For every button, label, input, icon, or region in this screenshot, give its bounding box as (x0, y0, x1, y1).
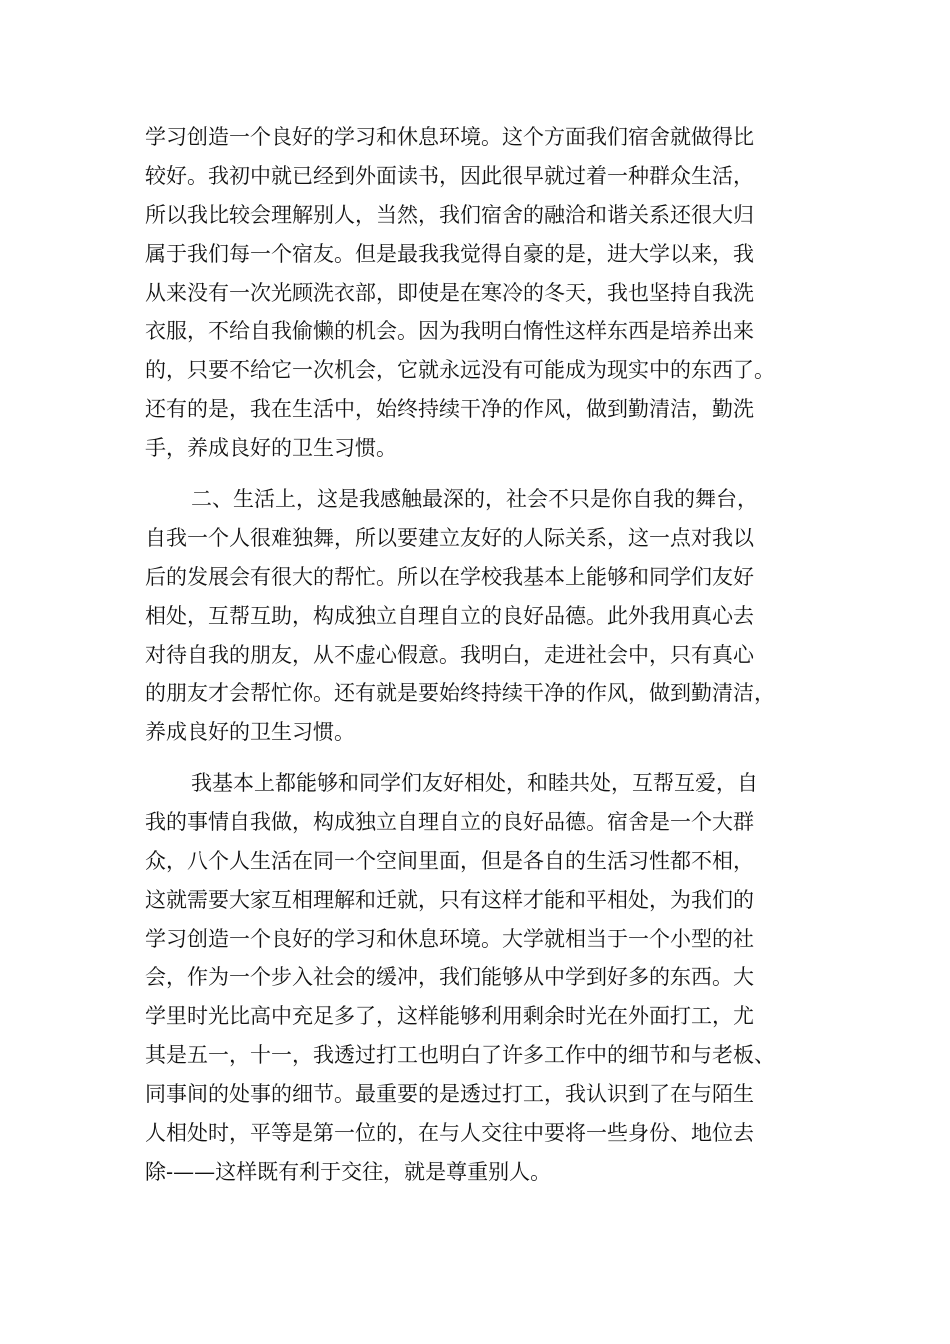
paragraph-line: 会，作为一个步入社会的缓冲，我们能够从中学到好多的东西。大 (145, 965, 754, 990)
paragraph-line: 的朋友才会帮忙你。还有就是要始终持续干净的作风，做到勤清洁， (145, 681, 775, 706)
paragraph-line: 其是五一，十一，我透过打工也明白了许多工作中的细节和与老板、 (145, 1043, 775, 1068)
paragraph-line: 我的事情自我做，构成独立自理自立的良好品德。宿舍是一个大群 (145, 809, 754, 834)
paragraph-line: 还有的是，我在生活中，始终持续干净的作风，做到勤清洁，勤洗 (145, 397, 754, 422)
paragraph-first-line: 二、生活上，这是我感触最深的，社会不只是你自我的舞台， (191, 487, 758, 511)
paragraph-line: 从来没有一次光顾洗衣部，即使是在寒冷的冬天，我也坚持自我洗 (145, 280, 754, 305)
paragraph-line: 自我一个人很难独舞，所以要建立友好的人际关系，这一点对我以 (145, 525, 754, 550)
paragraph-line: 对待自我的朋友，从不虚心假意。我明白，走进社会中，只有真心 (145, 642, 754, 667)
paragraph-line: 人相处时，平等是第一位的，在与人交往中要将一些身份、地位去 (145, 1121, 754, 1146)
paragraph-1 (145, 118, 810, 468)
paragraph-line: 所以我比较会理解别人，当然，我们宿舍的融洽和谐关系还很大归 (145, 202, 754, 227)
paragraph-line: 的，只要不给它一次机会，它就永远没有可能成为现实中的东西了。 (145, 358, 775, 383)
paragraph-line: 这就需要大家互相理解和迁就，只有这样才能和平相处，为我们的 (145, 887, 754, 912)
paragraph-line: 学习创造一个良好的学习和休息环境。大学就相当于一个小型的社 (145, 926, 754, 951)
paragraph-line: 养成良好的卫生习惯。 (145, 720, 355, 745)
paragraph-line: 较好。我初中就已经到外面读书，因此很早就过着一种群众生活， (145, 163, 754, 188)
paragraph-line: 手，养成良好的卫生习惯。 (145, 436, 397, 461)
paragraph-line: 众，八个人生活在同一个空间里面，但是各自的生活习性都不相， (145, 848, 754, 873)
paragraph-first-line: 我基本上都能够和同学们友好相处，和睦共处，互帮互爱，自 (191, 771, 758, 795)
paragraph-2 (145, 480, 810, 752)
paragraph-3 (145, 764, 810, 1192)
paragraph-line: 衣服，不给自我偷懒的机会。因为我明白惰性这样东西是培养出来 (145, 319, 754, 344)
paragraph-line: 属于我们每一个宿友。但是最我我觉得自豪的是，进大学以来，我 (145, 241, 754, 266)
paragraph-line: 学里时光比高中充足多了，这样能够利用剩余时光在外面打工，尤 (145, 1004, 754, 1029)
paragraph-line: 后的发展会有很大的帮忙。所以在学校我基本上能够和同学们友好 (145, 564, 754, 589)
paragraph-line: 学习创造一个良好的学习和休息环境。这个方面我们宿舍就做得比 (145, 125, 754, 149)
paragraph-line: 相处，互帮互助，构成独立自理自立的良好品德。此外我用真心去 (145, 603, 754, 628)
paragraph-line: 同事间的处事的细节。最重要的是透过打工，我认识到了在与陌生 (145, 1082, 754, 1107)
paragraph-line: 除-——这样既有利于交往，就是尊重别人。 (145, 1159, 552, 1184)
